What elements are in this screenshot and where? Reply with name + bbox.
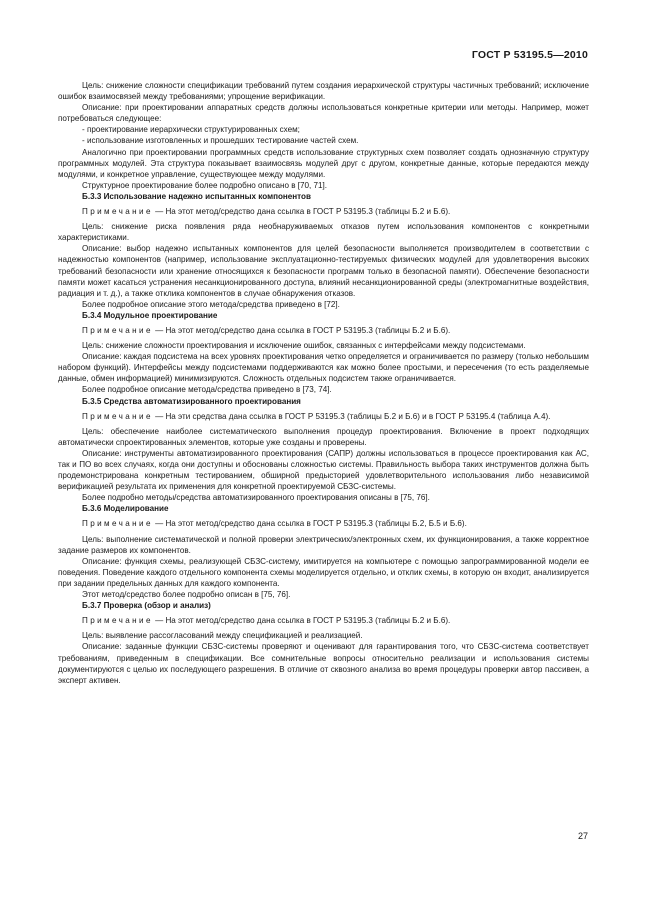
body-paragraph: Цель: выявление рассогласований между спецификацией и реализацией. <box>82 631 363 641</box>
note-label: Примечание <box>82 519 153 529</box>
list-item: Структурное проектирование более подробно описано в [70, 71]. <box>82 180 328 190</box>
note-text: — На этот метод/средство дана ссылка в ГОСТ Р 53195.3 (таблицы Б.2 и Б.6). <box>152 207 451 217</box>
document-body <box>58 80 589 686</box>
section-heading: Б.3.5 Средства автоматизированного проектирования <box>82 396 301 406</box>
note-paragraph <box>58 411 589 422</box>
list-item: Более подробно методы/средства автоматизированного проектирования описаны в [75, 76]. <box>82 493 430 503</box>
section-heading: Б.3.6 Моделирование <box>82 504 169 514</box>
note-paragraph <box>58 518 589 529</box>
section-heading: Б.3.3 Использование надежно испытанных компонентов <box>82 191 311 201</box>
note-text: — На этот метод/средство дана ссылка в ГОСТ Р 53195.3 (таблицы Б.2, Б.5 и Б.6). <box>152 519 467 529</box>
body-paragraph: Описание: выбор надежно испытанных компонентов для целей безопасности выполняется производителем в соответствии с надежностью компонентов (например, использование эксплуатационно-тестируемых физических модулей для удовлетворения высоких требований безопасности или хранение относящихся к безопасности программ только в безопасной памяти). Обеспечение безопасности памяти может касаться устранения несанкционированного доступа, влияний несанкционированной среды (электромагнитные воздействия, радиация и т. д.), а также отклика компонентов в случае обнаружения отказов. <box>58 244 589 298</box>
body-paragraph: Описание: заданные функции СБЗС-системы проверяют и оценивают для гарантирования того, что СБЗС-система соответствует требованиям, приведенным в спецификации. Все сомнительные вопросы относительно реализации и использования системы документируются с целью их последующего разрешения. В отличие от сквозного анализа во время процедуры проверки автор пассивен, а эксперт активен. <box>58 642 589 685</box>
body-paragraph: Описание: каждая подсистема на всех уровнях проектирования четко определяется и ограничивается по размеру (только небольшим набором функций). Интерфейсы между подсистемами поддерживаются как можно более простыми, и пересечения (то есть разделяемые данные, обмен информацией) минимизируются. Сложность отдельных подсистем также ограничивается. <box>58 352 589 384</box>
body-paragraph: Описание: при проектировании аппаратных средств должны использоваться конкретные критерии или методы. Например, может потребоваться следующее: <box>58 103 589 124</box>
page-number: 27 <box>577 831 588 841</box>
list-item: Более подробное описание метода/средства приведено в [73, 74]. <box>82 385 332 395</box>
body-paragraph: Цель: снижение риска появления ряда необнаруживаемых отказов путем использования компонентов с конкретными характеристиками. <box>58 222 589 243</box>
note-paragraph <box>58 206 589 217</box>
list-item: - проектирование иерархически структурированных схем; <box>82 125 300 135</box>
note-label: Примечание <box>82 616 153 626</box>
list-item: Этот метод/средство более подробно описан в [75, 76]. <box>82 590 291 600</box>
body-paragraph: Цель: снижение сложности проектирования и исключение ошибок, связанных с интерфейсами между подсистемами. <box>82 341 526 351</box>
note-text: — На эти средства дана ссылка в ГОСТ Р 53195.3 (таблицы Б.2 и Б.6) и в ГОСТ Р 53195.4 (таблица А.4). <box>152 411 551 421</box>
list-item: Более подробное описание этого метода/средства приведено в [72]. <box>82 299 340 309</box>
section-heading: Б.3.4 Модульное проектирование <box>82 310 218 320</box>
section-heading: Б.3.7 Проверка (обзор и анализ) <box>82 601 211 611</box>
note-text: — На этот метод/средство дана ссылка в ГОСТ Р 53195.3 (таблицы Б.2 и Б.6). <box>152 616 451 626</box>
note-paragraph <box>58 615 589 626</box>
body-paragraph: Описание: инструменты автоматизированного проектирования (САПР) должны использоваться в процессе проектирования как АС, так и ПО во всех случаях, когда они доступны и обоснованы сложностью системы. Правильность выбора таких инструментов должна быть продемонстрирована конкретным тестированием, обширной предысторией удовлетворительного использования либо независимой верификацией результата их применения для конкретной проектируемой СБЗС-системы. <box>58 448 589 492</box>
body-paragraph: Цель: обеспечение наиболее систематического выполнения процедур проектирования. Включение в проект подходящих автоматически спроектированных элементов, которые уже созданы и проверены. <box>58 426 589 447</box>
note-label: Примечание <box>82 207 153 217</box>
body-paragraph: Описание: функция схемы, реализующей СБЗС-систему, имитируется на компьютере с помощью запрограммированной модели ее поведения. Поведение каждого отдельного компонента схемы моделируется отдельно, и отклик схемы, в которую он входит, анализируется при задании предельных данных для каждого компонента. <box>58 556 589 588</box>
note-label: Примечание <box>82 325 153 335</box>
note-label: Примечание <box>82 411 153 421</box>
document-header: ГОСТ Р 53195.5—2010 <box>471 49 588 61</box>
note-paragraph <box>58 325 589 336</box>
body-paragraph: Аналогично при проектировании программных средств использование структурных схем позволяет создать однозначную структуру программных модулей. Эта структура показывает взаимосвязь модулей друг с другом, конкретные данные, которые передаются между модулями, и конкретное управление, существующее между модулями. <box>58 147 589 179</box>
note-text: — На этот метод/средство дана ссылка в ГОСТ Р 53195.3 (таблицы Б.2 и Б.6). <box>152 325 451 335</box>
body-paragraph: Цель: выполнение систематической и полной проверки электрических/электронных схем, их функционирования, а также корректное задание размеров их компонентов. <box>58 534 589 555</box>
list-item: - использование изготовленных и прошедших тестирование частей схем. <box>82 136 359 146</box>
body-paragraph: Цель: снижение сложности спецификации требований путем создания иерархической структуры частичных требований; исключение ошибок взаимосвязей между требованиями; упрощение верификации. <box>58 81 589 102</box>
